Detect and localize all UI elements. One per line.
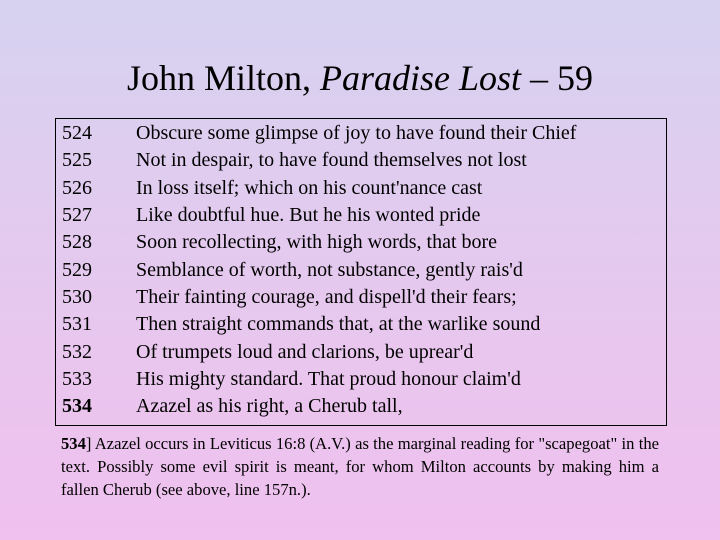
verse-line (62, 256, 662, 283)
line-number: 525 (62, 149, 92, 172)
verse-line (62, 175, 662, 202)
title-author: John Milton, (126, 58, 320, 98)
verse-text: Like doubtful hue. But he his wonted pride (136, 204, 481, 227)
verse-line (62, 147, 662, 174)
verse-text: Not in despair, to have found themselves not lost (136, 149, 527, 172)
verse-lines (62, 120, 662, 420)
verse-box (55, 118, 667, 426)
verse-text: In loss itself; which on his count'nance cast (136, 176, 483, 199)
line-number: 528 (62, 231, 92, 254)
line-number: 531 (62, 313, 92, 336)
verse-line (62, 393, 662, 420)
verse-line (62, 366, 662, 393)
line-number: 534 (62, 395, 92, 418)
verse-line (62, 229, 662, 256)
verse-text: Semblance of worth, not substance, gently rais'd (136, 258, 523, 281)
footnote-ref: 534 (61, 434, 86, 453)
verse-text: Soon recollecting, with high words, that bore (136, 231, 498, 254)
verse-line (62, 311, 662, 338)
verse-line (62, 338, 662, 365)
line-number: 527 (62, 204, 92, 227)
line-number: 532 (62, 340, 92, 363)
line-number: 524 (62, 122, 92, 145)
line-number: 533 (62, 367, 92, 390)
line-number: 526 (62, 176, 92, 199)
footnote-text: ] Azazel occurs in Leviticus 16:8 (A.V.) as the marginal reading for "scapegoat" in the text. Possibly some evil spirit is meant, for whom Milton accounts by making him a fallen Cherub (see above, line 157n.). (61, 434, 659, 499)
verse-line (62, 120, 662, 147)
footnote (61, 432, 659, 501)
line-number: 529 (62, 258, 92, 281)
line-number: 530 (62, 285, 92, 308)
verse-text: Of trumpets loud and clarions, be uprear'd (136, 340, 474, 363)
slide-title (0, 56, 720, 100)
verse-text: His mighty standard. That proud honour claim'd (136, 367, 521, 390)
verse-line (62, 284, 662, 311)
verse-text: Then straight commands that, at the warlike sound (136, 313, 541, 336)
verse-text: Obscure some glimpse of joy to have found their Chief (136, 122, 577, 145)
verse-line (62, 202, 662, 229)
verse-text: Their fainting courage, and dispell'd their fears; (136, 285, 517, 308)
verse-text: Azazel as his right, a Cherub tall, (136, 395, 403, 418)
title-page-number: – 59 (521, 58, 594, 98)
title-work: Paradise Lost (320, 58, 522, 98)
